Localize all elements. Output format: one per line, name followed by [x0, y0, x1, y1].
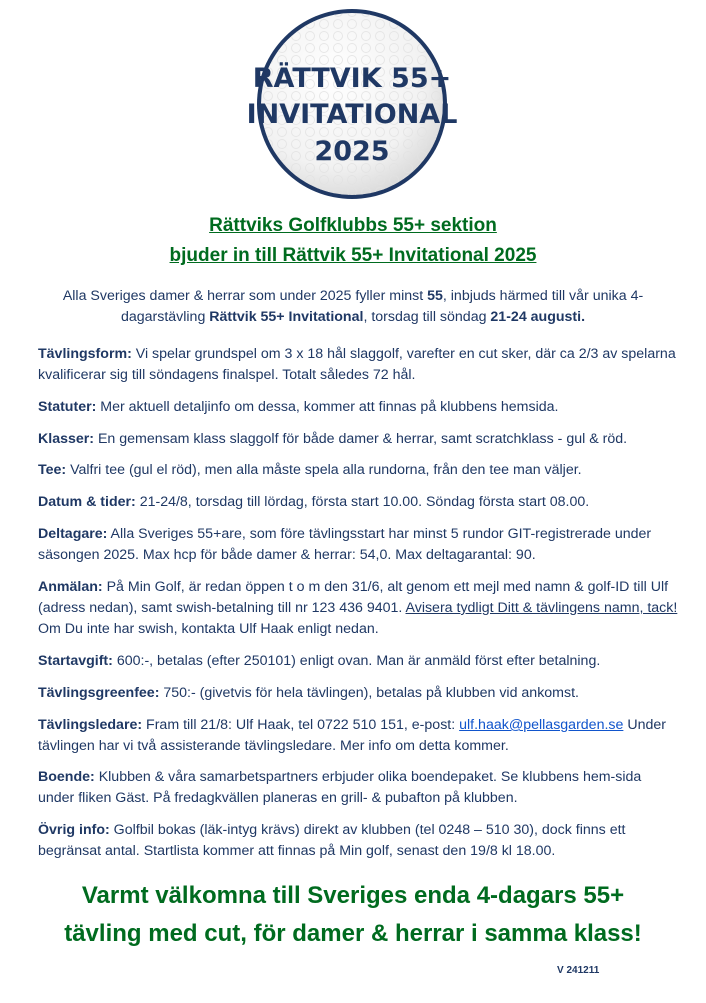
section-text: På Min Golf, är redan öppen t o m den 31/6, alt genom ett mejl med namn & golf-ID till Ulf (adress nedan), samt swish-betalning till nr 123 436 9401. [38, 579, 669, 616]
section-text: Alla Sveriges 55+are, som före tävlingsstart har minst 5 rundor GIT-registrerade under säsongen 2025. Max hcp för både damer & herrar: 54,0. Max deltagarantal: 90. [38, 526, 652, 563]
section-label: Tävlingsgreenfee: [38, 685, 160, 701]
section-text: Valfri tee (gul el röd), men alla måste spela alla rundorna, från den tee man väljer. [66, 462, 582, 478]
logo-line2: INVITATIONAL [246, 99, 458, 130]
section-label: Tävlingsform: [38, 346, 132, 362]
section-underlined-text: Avisera tydligt Ditt & tävlingens namn, tack! [405, 600, 678, 616]
section-text: 600:-, betalas (efter 250101) enligt ovan. Man är anmäld först efter betalning. [112, 653, 601, 669]
heading-line1: Rättviks Golfklubbs 55+ sektion [209, 215, 497, 236]
logo-line3: 2025 [314, 136, 390, 167]
section-tee [38, 460, 678, 481]
section-datum [38, 492, 678, 513]
section-greenfee [38, 683, 678, 704]
section-label: Klasser: [38, 431, 94, 447]
section-text: Klubben & våra samarbetspartners erbjuder olika boendepaket. Se klubbens hem-sida under fliken Gäst. På fredagkvällen planeras en grill- & pubafton på klubben. [38, 769, 642, 806]
intro-age: 55 [427, 288, 443, 304]
golf-ball-icon [233, 6, 471, 202]
email-link[interactable]: ulf.haak@pellasgarden.se [459, 717, 624, 733]
section-text: Vi spelar grundspel om 3 x 18 hål slaggolf, varefter en cut sker, där ca 2/3 av spelarna kvalificerar sig till söndagens finalspel. Totalt således 72 hål. [38, 346, 676, 383]
intro-dates: 21-24 augusti. [490, 309, 586, 325]
section-text: 750:- (givetvis för hela tävlingen), betalas på klubben vid ankomst. [159, 685, 579, 701]
section-label: Anmälan: [38, 579, 103, 595]
logo-line1: RÄTTVIK 55+ [252, 63, 452, 94]
version-label: V 241211 [557, 965, 600, 976]
section-text: Om Du inte har swish, kontakta Ulf Haak enligt nedan. [38, 621, 379, 637]
footer-line1: Varmt välkomna till Sveriges enda 4-dagars 55+ [81, 882, 625, 909]
section-text: Golfbil bokas (läk-intyg krävs) direkt av klubben (tel 0248 – 510 30), dock finns ett begränsat antal. Startlista kommer att finnas på Min golf, senast den 19/8 kl 18.00. [38, 822, 626, 859]
section-text: Fram till 21/8: Ulf Haak, tel 0722 510 151, e-post: [142, 717, 460, 733]
section-tavlingsledare [38, 715, 678, 757]
section-label: Tee: [38, 462, 67, 478]
intro-text: , torsdag till söndag [363, 309, 491, 325]
section-tavlingsform [38, 344, 678, 386]
section-label: Tävlingsledare: [38, 717, 143, 733]
section-anmalan [38, 577, 678, 640]
section-deltagare [38, 524, 678, 566]
section-ovrig-info [38, 820, 678, 862]
intro-event-name: Rättvik 55+ Invitational [209, 309, 364, 325]
section-text: Under tävlingen har vi två assisterande tävlingsledare. Mer info om detta kommer. [38, 717, 666, 754]
event-logo [233, 6, 471, 202]
section-label: Startavgift: [38, 653, 113, 669]
intro-text: Alla Sveriges damer & herrar som under 2025 fyller minst [62, 288, 428, 304]
section-klasser [38, 429, 678, 450]
section-label: Boende: [38, 769, 95, 785]
section-statuter [38, 397, 678, 418]
section-text: En gemensam klass slaggolf för både damer & herrar, samt scratchklass - gul & röd. [94, 431, 628, 447]
heading-line2: bjuder in till Rättvik 55+ Invitational 2025 [169, 245, 537, 266]
section-label: Deltagare: [38, 526, 108, 542]
section-boende [38, 767, 678, 809]
section-label: Statuter: [38, 399, 97, 415]
section-label: Övrig info: [38, 822, 110, 838]
intro-paragraph [30, 286, 676, 328]
footer-line2: tävling med cut, för damer & herrar i samma klass! [64, 920, 642, 947]
section-text: 21-24/8, torsdag till lördag, första start 10.00. Söndag första start 08.00. [135, 494, 590, 510]
section-startavgift [38, 651, 678, 672]
intro-text: , inbjuds härmed till vår unika 4-dagarstävling [120, 288, 644, 325]
section-text: Mer aktuell detaljinfo om dessa, kommer att finnas på klubbens hemsida. [96, 399, 559, 415]
section-label: Datum & tider: [38, 494, 136, 510]
